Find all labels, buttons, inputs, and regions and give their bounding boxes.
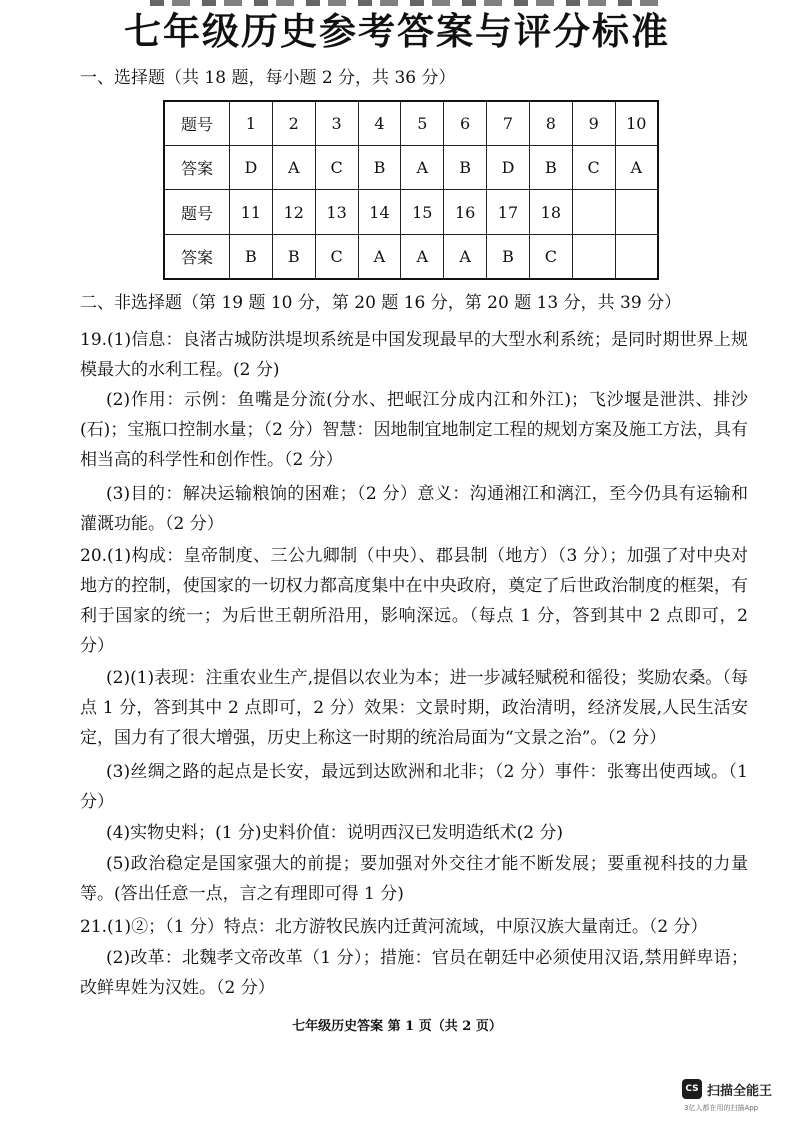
page-footer: 七年级历史答案 第 1 页（共 2 页）: [292, 1019, 502, 1034]
page-title: 七年级历史参考答案与评分标准: [124, 9, 670, 53]
table-cell: 14: [358, 190, 401, 234]
table-row-header: 答案: [164, 146, 230, 190]
watermark-tagline: 3亿人都在用的扫描App: [684, 1104, 759, 1112]
table-cell: B: [358, 146, 401, 190]
table-cell: A: [401, 146, 444, 190]
table-row: [164, 146, 658, 190]
answer-20-1: 20.(1)构成：皇帝制度、三公九卿制（中央）、郡县制（地方）（3 分）；加强了对中央对地方的控制，使国家的一切权力都高度集中在中央政府，奠定了后世政治制度的框架，有利于国家的统一；为后世王朝所沿用，影响深远。（每点 1 分，答到其中 2 点即可，2 分）: [80, 546, 748, 656]
table-cell: 16: [444, 190, 487, 234]
table-cell: 7: [487, 101, 530, 146]
answer-19-3: (3)目的：解决运输粮饷的困难；（2 分）意义：沟通湘江和漓江，至今仍具有运输和灌溉功能。（2 分）: [80, 484, 748, 534]
answer-20-2: (2)(1)表现：注重农业生产,提倡以农业为本；进一步减轻赋税和徭役；奖励农桑。（每点 1 分，答到其中 2 点即可，2 分）效果：文景时期，政治清明，经济发展,人民生活安定，国力有了很大增强，历史上称这一时期的统治局面为“文景之治”。（2 分）: [80, 668, 748, 748]
table-cell: A: [272, 146, 315, 190]
table-cell: 13: [315, 190, 358, 234]
table-cell: 11: [230, 190, 273, 234]
answer-19-1: 19.(1)信息：良渚古城防洪堤坝系统是中国发现最早的大型水利系统；是同时期世界上规模最大的水利工程。(2 分): [80, 330, 748, 380]
table-row: [164, 101, 658, 146]
table-row-header: 题号: [164, 101, 230, 146]
camscanner-logo-icon: CS: [682, 1079, 702, 1099]
table-cell: 12: [272, 190, 315, 234]
table-cell: 18: [529, 190, 572, 234]
table-row-header: 答案: [164, 234, 230, 279]
table-cell: C: [315, 146, 358, 190]
answer-21-2: (2)改革：北魏孝文帝改革（1 分）；措施：官员在朝廷中必须使用汉语,禁用鲜卑语；改鲜卑姓为汉姓。（2 分）: [80, 948, 748, 998]
table-row: [164, 234, 658, 279]
table-cell: C: [572, 146, 615, 190]
table-cell: [615, 234, 658, 279]
table-cell: 10: [615, 101, 658, 146]
table-cell: 15: [401, 190, 444, 234]
table-cell: 4: [358, 101, 401, 146]
table-cell: A: [401, 234, 444, 279]
table-cell: A: [615, 146, 658, 190]
table-cell: B: [487, 234, 530, 279]
answer-21-1: 21.(1)②；（1 分）特点：北方游牧民族内迁黄河流域，中原汉族大量南迁。（2 分）: [80, 917, 708, 937]
answer-20-5: (5)政治稳定是国家强大的前提；要加强对外交往才能不断发展；要重视科技的力量等。(答出任意一点，言之有理即可得 1 分): [80, 854, 748, 904]
table-cell: A: [444, 234, 487, 279]
answer-table: [163, 100, 659, 280]
table-cell: [572, 234, 615, 279]
answer-20-4: (4)实物史料；(1 分)史料价值：说明西汉已发明造纸术(2 分): [106, 823, 564, 843]
table-row-header: 题号: [164, 190, 230, 234]
table-cell: C: [315, 234, 358, 279]
table-cell: B: [529, 146, 572, 190]
table-cell: 5: [401, 101, 444, 146]
table-cell: A: [358, 234, 401, 279]
table-cell: 17: [487, 190, 530, 234]
answer-19-2: (2)作用：示例：鱼嘴是分流(分水、把岷江分成内江和外江)；飞沙堰是泄洪、排沙(石)；宝瓶口控制水量；（2 分）智慧：因地制宜地制定工程的规划方案及施工方法，具有相当高的科学性和创作性。（2 分）: [80, 390, 748, 470]
answer-20-3: (3)丝绸之路的起点是长安，最远到达欧洲和北非；（2 分）事件：张骞出使西域。（1 分）: [80, 762, 748, 812]
table-cell: 2: [272, 101, 315, 146]
table-cell: 8: [529, 101, 572, 146]
table-cell: 6: [444, 101, 487, 146]
scanner-watermark: [682, 1079, 786, 1115]
table-row: [164, 190, 658, 234]
table-cell: B: [444, 146, 487, 190]
section-heading-choice: 一、选择题（共 18 题，每小题 2 分，共 36 分）: [80, 68, 456, 88]
section-heading-nonchoice: 二、非选择题（第 19 题 10 分，第 20 题 16 分，第 20 题 13 分，共 39 分）: [80, 293, 682, 313]
table-cell: 3: [315, 101, 358, 146]
table-cell: C: [529, 234, 572, 279]
table-cell: 1: [230, 101, 273, 146]
table-cell: [572, 190, 615, 234]
watermark-app-name: 扫描全能王: [707, 1084, 773, 1099]
table-cell: D: [487, 146, 530, 190]
table-cell: B: [272, 234, 315, 279]
table-cell: D: [230, 146, 273, 190]
table-cell: B: [230, 234, 273, 279]
table-cell: 9: [572, 101, 615, 146]
table-cell: [615, 190, 658, 234]
